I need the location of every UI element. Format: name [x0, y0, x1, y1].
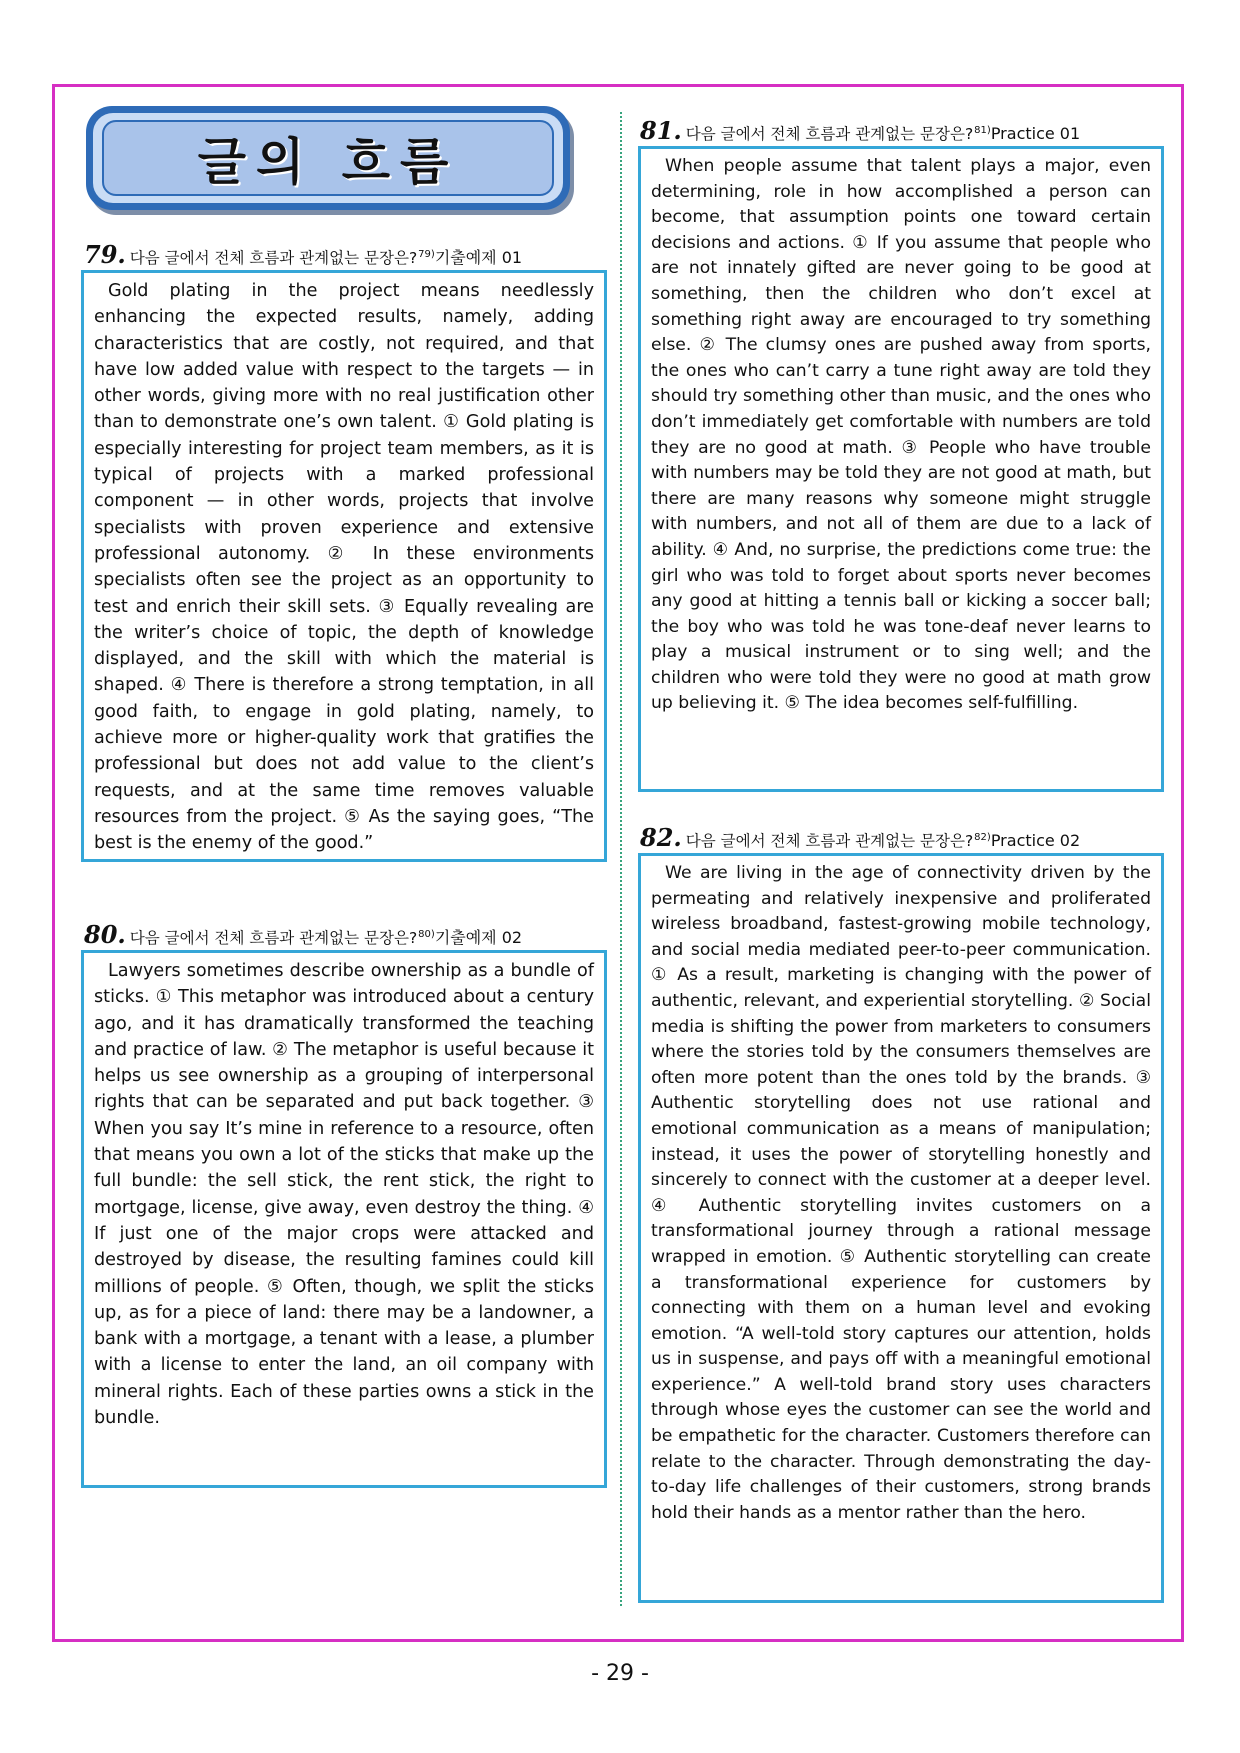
- question-80-passage: Lawyers sometimes describe ownership as a bundle of sticks. ① This metaphor was introduced about a century ago, and it has dramatically transformed the teaching and practice of law. ② The metaphor is useful because it helps us see ownership as a grouping of interpersonal rights that can be separated and put back together. ③ When you say It’s mine in reference to a resource, often that means you own a lot of the sticks that make up the full bundle: the sell stick, the rent stick, the right to mortgage, license, give away, even destroy the thing. ④ If just one of the major crops were attacked and destroyed by disease, the resulting famines could kill millions of people. ⑤ Often, though, we split the sticks up, as for a piece of land: there may be a landowner, a bank with a mortgage, a tenant with a lease, a plumber with a license to enter the land, an oil company with mineral rights. Each of these parties owns a stick in the bundle.: [94, 961, 594, 1429]
- question-79-heading: [84, 240, 522, 269]
- question-80-passage-box: [81, 950, 607, 1488]
- question-number: 81.: [640, 116, 682, 145]
- section-title-banner: [86, 106, 570, 210]
- question-footnote: 81): [974, 125, 991, 136]
- question-82-passage-box: [638, 853, 1164, 1603]
- question-number: 80.: [84, 920, 126, 949]
- question-80-heading: [84, 920, 522, 949]
- question-79-passage: Gold plating in the project means needlessly enhancing the expected results, namely, adding characteristics that are costly, not required, and that have low added value with respect to the targets — in other words, giving more with no real justification other than to demonstrate one’s own talent. ① Gold plating is especially interesting for project team members, as it is typical of projects with a marked professional component — in other words, projects that involve specialists with proven experience and extensive professional autonomy. ② In these environments specialists often see the project as an opportunity to test and enrich their skill sets. ③ Equally revealing are the writer’s choice of topic, the depth of knowledge displayed, and the skill with which the material is shaped. ④ There is therefore a strong temptation, in all good faith, to engage in gold plating, namely, to achieve more or higher-quality work that gratifies the professional but does not add value to the client’s requests, and at the same time removes valuable resources from the project. ⑤ As the saying goes, “The best is the enemy of the good.”: [94, 281, 594, 854]
- question-81-passage: When people assume that talent plays a major, even determining, role in how accomplished a person can become, that assumption points one toward certain decisions and actions. ① If you assume that people who are not innately gifted are never going to be good at something, then the children who don’t excel at something right away are encouraged to try something else. ② The clumsy ones are pushed away from sports, the ones who can’t carry a tune right away are told they should try something other than music, and the ones who don’t immediately get comfortable with numbers are told they are no good at math. ③ People who have trouble with numbers may be told they are not good at math, but there are many reasons why someone might struggle with numbers, and not all of them are due to a lack of ability. ④ And, no surprise, the predictions come true: the girl who was told to forget about sports never becomes any good at hitting a tennis ball or kicking a soccer ball; the boy who was told he was tone-deaf never learns to play a musical instrument or to sing well; and the children who were told they were no good at math grow up believing it. ⑤ The idea becomes self-fulfilling.: [651, 156, 1151, 714]
- question-source: Practice 01: [990, 124, 1081, 143]
- question-source: 기출예제 01: [434, 248, 523, 267]
- question-number: 79.: [84, 240, 126, 269]
- question-number: 82.: [640, 823, 682, 852]
- question-prompt: 다음 글에서 전체 흐름과 관계없는 문장은?: [685, 125, 974, 143]
- question-82-heading: [640, 823, 1080, 852]
- question-footnote: 80): [418, 929, 435, 940]
- question-footnote: 79): [418, 249, 435, 260]
- question-prompt: 다음 글에서 전체 흐름과 관계없는 문장은?: [129, 249, 418, 267]
- question-footnote: 82): [974, 832, 991, 843]
- question-prompt: 다음 글에서 전체 흐름과 관계없는 문장은?: [685, 832, 974, 850]
- question-82-passage: We are living in the age of connectivity driven by the permeating and relatively inexpensive and proliferated wireless broadband, fastest-growing mobile technology, and social media mediated peer-to-peer communication. ① As a result, marketing is changing with the power of authentic, relevant, and experiential storytelling. ② Social media is shifting the power from marketers to consumers where the stories told by the consumers themselves are often more potent than the ones told by the brands. ③ Authentic storytelling does not use rational and emotional communication as a means of manipulation; instead, it uses the power of storytelling honestly and sincerely to connect with the customer at a deeper level. ④ Authentic storytelling invites customers on a transformational journey through a rational message wrapped in emotion. ⑤ Authentic storytelling can create a transformational experience for customers by connecting with them on a human level and evoking emotion. “A well-told story captures our attention, holds us in suspense, and pays off with a meaningful emotional experience.” A well-told brand story uses characters through whose eyes the customer can see the world and be empathetic for the character. Customers therefore can relate to the character. Through demonstrating the day-to-day life challenges of their customers, strong brands hold their hands as a mentor rather than the hero.: [651, 863, 1151, 1523]
- question-81-passage-box: [638, 146, 1164, 792]
- question-source: Practice 02: [990, 831, 1081, 850]
- title-banner-inner: [102, 120, 554, 196]
- question-source: 기출예제 02: [434, 928, 523, 947]
- column-divider: [620, 112, 622, 1606]
- section-title: 글의 흐름: [197, 133, 459, 191]
- question-prompt: 다음 글에서 전체 흐름과 관계없는 문장은?: [129, 929, 418, 947]
- page-number: - 29 -: [591, 1661, 649, 1686]
- question-79-passage-box: [81, 270, 607, 862]
- question-81-heading: [640, 116, 1080, 145]
